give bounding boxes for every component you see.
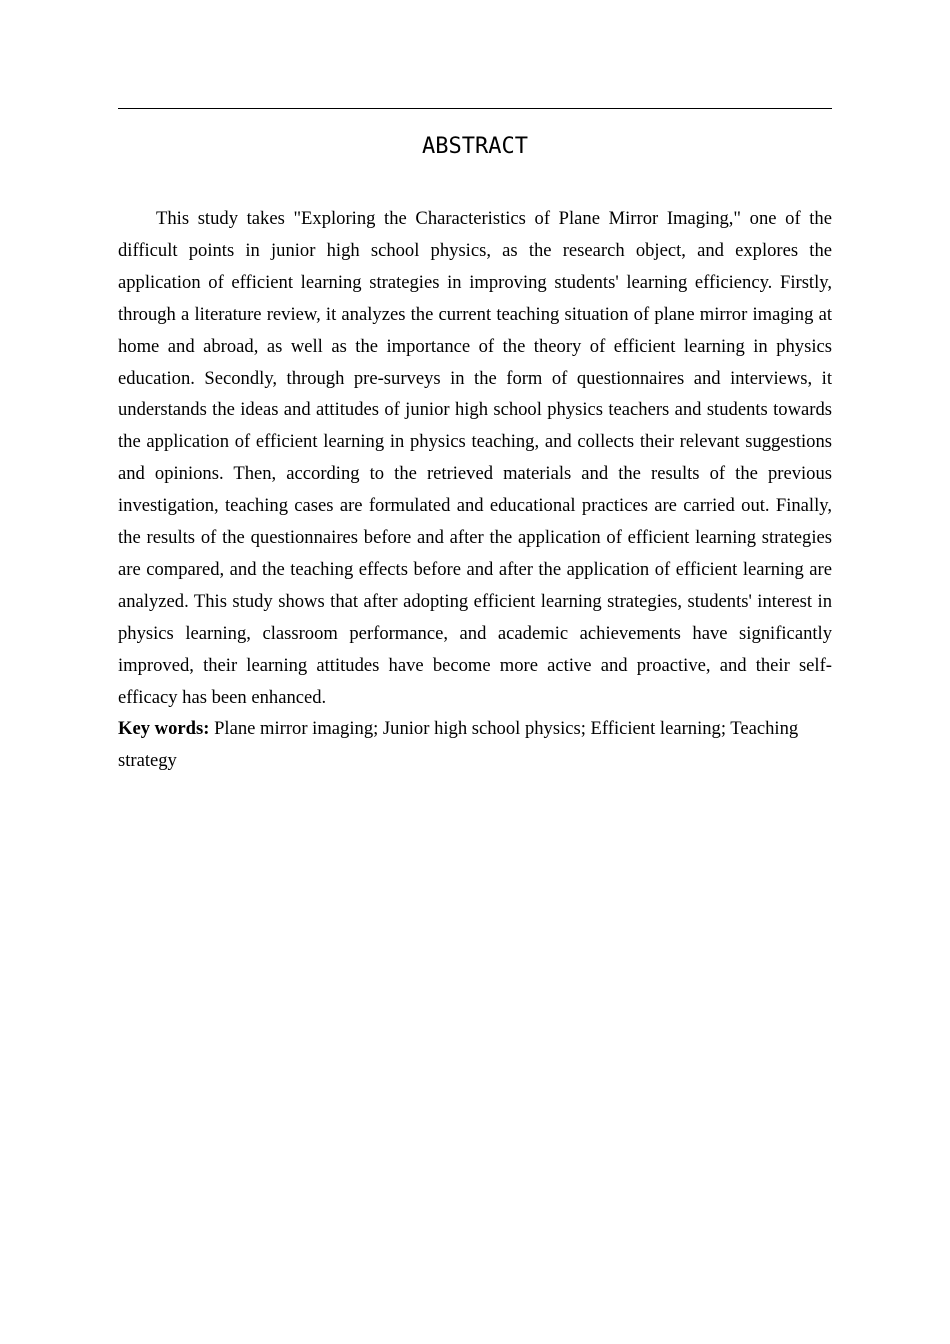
abstract-body: This study takes "Exploring the Characteristics of Plane Mirror Imaging," one of the difficult points in junior high school physics, as the research object, and explores the application of efficient learning strategies in improving students' learning efficiency. Firstly, through a literature review, it analyzes the current teaching situation of plane mirror imaging at home and abroad, as well as the importance of the theory of efficient learning in physics education. Secondly, through pre-surveys in the form of questionnaires and interviews, it understands the ideas and attitudes of junior high school physics teachers and students towards the application of efficient learning in physics teaching, and collects their relevant suggestions and opinions. Then, according to the retrieved materials and the results of the previous investigation, teaching cases are formulated and educational practices are carried out. Finally, the results of the questionnaires before and after the application of efficient learning strategies are compared, and the teaching effects before and after the application of efficient learning are analyzed. This study shows that after adopting efficient learning strategies, students' interest in physics learning, classroom performance, and academic achievements have significantly improved, their learning attitudes have become more active and proactive, and their self-efficacy has been enhanced. <box>118 208 832 708</box>
keywords-list: Plane mirror imaging; Junior high school physics; Efficient learning; Teaching strategy <box>118 718 799 771</box>
keywords-label: Key words: <box>118 718 210 739</box>
abstract-title: ABSTRACT <box>422 134 528 159</box>
header-rule <box>118 108 832 109</box>
keywords-paragraph <box>118 713 832 777</box>
